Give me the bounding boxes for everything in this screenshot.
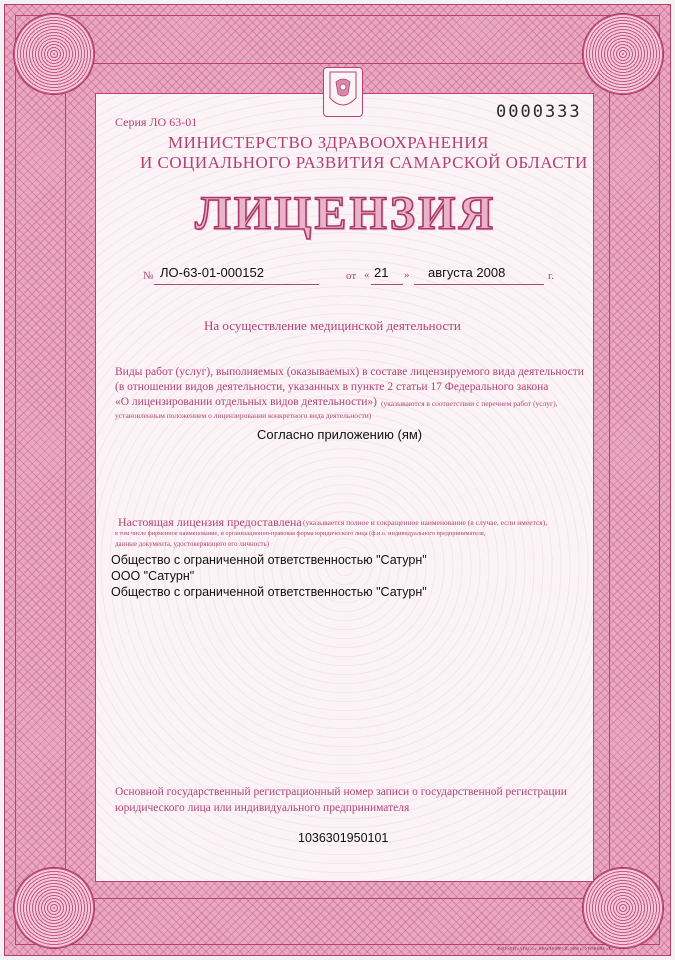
works-line-2: (в отношении видов деятельности, указанных в пункте 2 статьи 17 Федерального закона [115,381,549,393]
year-suffix: г. [548,270,555,282]
date-prefix: от [346,270,357,282]
corner-rosette-top-left [13,13,95,95]
ministry-line-2: И СОЦИАЛЬНОГО РАЗВИТИЯ САМАРСКОЙ ОБЛАСТИ [140,153,588,172]
holder-note-3: данные документа, удостоверяющего его личность) [115,540,270,548]
works-note-2: установленным положением о лицензировании конкретного вида деятельности) [115,411,372,420]
holder-note-1: (указывается полное и сокращенное наименование (в случае, если имеется), [303,518,548,527]
license-number: ЛО-63-01-000152 [160,265,264,280]
number-underline [154,284,319,285]
registration-line-1: Основной государственный регистрационный номер записи о государственной регистрации [115,786,567,798]
day-underline [371,284,403,285]
corner-rosette-bottom-left [13,867,95,949]
number-label: № [143,270,154,282]
corner-rosette-top-right [582,13,664,95]
coat-of-arms-icon [323,67,363,117]
month-underline [414,284,544,285]
holder-full-name: Общество с ограниченной ответственностью "Сатурн" [111,553,427,567]
printer-imprint: ФЗП «ПЦ «АТАС», г. КРАСНОЯРСК, 2008 г., УРОВЕНЬ «Б» [497,946,614,951]
license-day: 21 [374,265,389,280]
date-open-quote: « [364,269,370,281]
works-line-3: «О лицензировании отдельных видов деятельности») [115,396,377,408]
series-label: Серия ЛО 63-01 [115,115,198,129]
activity-type: На осуществление медицинской деятельности [204,318,461,333]
date-close-quote: » [404,269,410,281]
works-note-1: (указываются в соответствии с перечнем работ (услуг), [381,399,558,408]
registration-number: 1036301950101 [298,831,389,845]
holder-label: Настоящая лицензия предоставлена [118,515,302,529]
works-line-1: Виды работ (услуг), выполняемых (оказываемых) в составе лицензируемого вида деятельности [115,366,584,378]
holder-note-2: в том числе фирменное наименование, и организационно-правовая форма юридического лица (ф.и.о. индивидуального предпринимателя, [115,530,486,537]
form-number: 0000333 [496,102,582,122]
corner-rosette-bottom-right [582,867,664,949]
holder-full-name-repeat: Общество с ограниченной ответственностью "Сатурн" [111,585,427,599]
registration-line-2: юридического лица или индивидуального предпринимателя [115,802,410,814]
document-title: ЛИЦЕНЗИЯ [195,187,497,240]
holder-short-name: ООО "Сатурн" [111,569,195,583]
works-value: Согласно приложению (ям) [257,427,423,442]
ministry-line-1: МИНИСТЕРСТВО ЗДРАВООХРАНЕНИЯ [168,133,489,152]
license-month-year: августа 2008 [428,265,506,280]
